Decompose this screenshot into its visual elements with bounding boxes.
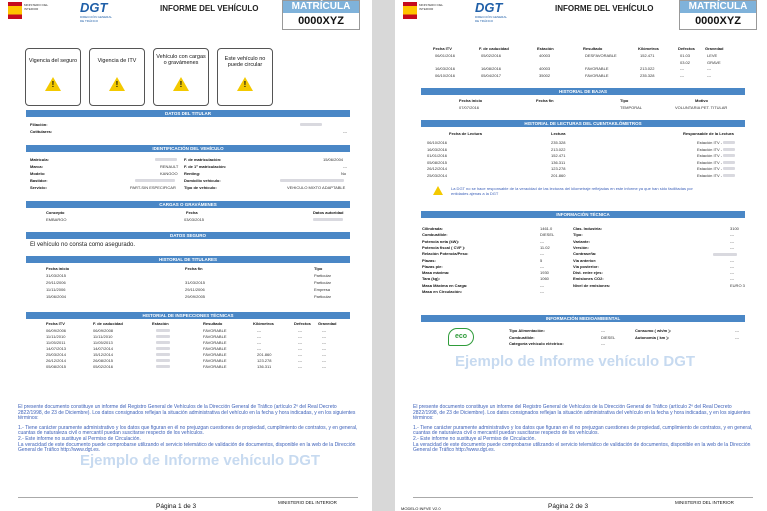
document-title: INFORME DEL VEHÍCULO — [555, 4, 654, 13]
table-cell: Particular — [314, 294, 331, 299]
dgt-logo — [475, 1, 509, 21]
redacted-value — [723, 161, 735, 164]
table-cell: Estación ITV - — [697, 146, 723, 152]
table-cell: --- — [322, 346, 326, 351]
redacted-value — [713, 253, 737, 256]
legal-paragraph: La veracidad de este documento puede comprobarse utilizando el servicio telemático de validación de documentos, disponible en la web de la Dirección General de Tráfico http://www.dgt.es. — [18, 441, 356, 454]
table-cell: --- — [540, 263, 544, 269]
table-cell: --- — [257, 340, 261, 345]
table-cell: 29/11/2006 — [46, 280, 66, 285]
alert-cargas: Vehículo con cargas o gravámenes ! — [153, 48, 209, 106]
table-header: Fecha ITV — [46, 321, 65, 326]
table-cell: 15/06/2004 — [46, 294, 67, 299]
table-cell: Relación Potencia/Peso: — [422, 251, 469, 257]
table-cell: Estación ITV - — [697, 159, 723, 165]
servicio-value: PART-SIN ESPECIFICAR — [130, 185, 176, 190]
table-cell: 11/11/2010 — [93, 334, 113, 339]
dgt-logo-subtext: DIRECCIÓN GENERAL DE TRÁFICO — [80, 15, 112, 23]
redacted-value — [723, 154, 735, 157]
table-cell: Categoría vehículo eléctrico: — [509, 341, 564, 346]
table-cell: 136.311 — [551, 159, 566, 165]
table-cell: --- — [298, 352, 302, 357]
table-cell: 05/08/2015 — [46, 364, 67, 369]
table-cell: EURO 3 — [730, 282, 745, 288]
redacted-value — [156, 329, 170, 332]
table-cell: --- — [730, 257, 734, 263]
table-cell: --- — [257, 334, 261, 339]
table-header: Motivo — [695, 98, 708, 103]
table-cell: 213.022 — [640, 66, 655, 71]
table-cell: 1060 — [540, 276, 549, 282]
table-cell: Tipo: — [573, 232, 583, 238]
table-cell: FAVORABLE — [203, 328, 227, 333]
table-cell: Consumo ( wh/m ): — [635, 328, 671, 333]
table-cell: Masa en Circulación: — [422, 289, 463, 294]
report-page-2 — [395, 0, 767, 511]
filiacion-label: Filiación: — [30, 122, 48, 127]
table-header: Lectura — [551, 131, 566, 136]
table-cell: 11/11/2006 — [46, 287, 66, 292]
page-number: Página 2 de 3 — [548, 503, 589, 510]
table-header: Defectos — [294, 321, 311, 326]
tipo-vehiculo-value: VEHICULO MIXTO ADAPTABLE — [287, 185, 346, 190]
table-header: Gravedad — [705, 46, 724, 51]
eco-label-icon: eco — [448, 328, 474, 346]
section-info-tecnica: INFORMACIÓN TÉCNICA — [421, 211, 745, 218]
plate-label: MATRÍCULA — [680, 1, 756, 13]
table-cell: 26/08/2015 — [93, 358, 114, 363]
table-cell: --- — [540, 289, 544, 294]
redacted-value — [156, 347, 170, 350]
renting-label: Renting: — [184, 171, 201, 176]
table-cell: Nivel de emisiones: — [573, 282, 611, 288]
table-cell: 31/03/2015 — [185, 280, 206, 285]
plate-box — [679, 0, 757, 30]
report-page-1 — [0, 0, 372, 511]
table-header: Resultado — [583, 46, 603, 51]
table-header: Responsable de la Lectura — [683, 131, 734, 136]
table-header: Estación — [537, 46, 554, 51]
table-cell: FAVORABLE — [585, 72, 609, 78]
table-cell: TEMPORAL — [620, 105, 643, 110]
table-cell: 01.03 — [680, 53, 691, 58]
ministerio-logo — [403, 2, 443, 19]
table-cell: 201.860 — [551, 172, 566, 178]
legal-paragraph: 1.- Tiene carácter puramente administrativo y los datos que figuran en él no prejuzgan cuestiones de propiedad, cumplimiento de contratos, y en general, cuantas de naturaleza civil o mercantil puedan suscitarse respecto de los vehículos. — [18, 424, 358, 437]
table-cell: Estación ITV - — [697, 153, 723, 158]
table-cell: --- — [680, 72, 684, 78]
table-cell: FAVORABLE — [203, 334, 227, 339]
table-cell: 11/05/2011 — [46, 340, 66, 345]
table-cell: --- — [601, 328, 605, 333]
table-cell: --- — [540, 282, 544, 288]
redacted-value — [723, 148, 735, 151]
table-header: Kilómetros — [253, 321, 274, 326]
table-header: Tipo — [620, 98, 629, 103]
table-cell: 06/09/2006 — [46, 328, 67, 333]
legal-paragraph: 2.- Este informe no sustituye al Permiso de Circulación. — [18, 435, 141, 442]
table-header: Fecha de Lectura — [449, 131, 482, 136]
table-cell: 29/11/2006 — [185, 287, 205, 292]
table-header: Estación — [152, 321, 169, 326]
legal-paragraph: El presente documento constituye un informe del Registro General de Vehículos de la Dirección General de Tráfico (artículo 2º del Real Decreto 2822/1998, de 23 de Diciembre). Los datos consignados reflejan la situación administrativa del vehículo en la fecha y hora indicadas, y en los siguientes términos: — [18, 404, 356, 422]
table-cell: Vía posterior: — [573, 263, 599, 269]
table-cell: 05/04/2017 — [481, 72, 502, 78]
redacted-value — [723, 167, 735, 170]
section-info-ambiental: INFORMACIÓN MEDIOAMBIENTAL — [421, 315, 745, 322]
table-cell: --- — [298, 358, 302, 363]
seguro-status-text: El vehículo no consta como asegurado. — [30, 242, 136, 248]
table-cell: 1930 — [540, 270, 549, 276]
legal-paragraph: El presente documento constituye un informe del Registro General de Vehículos de la Dirección General de Tráfico (artículo 2º del Real Decreto 2822/1998, de 23 de Diciembre). Los datos consignados reflejan la situación administrativa del vehículo en la fecha y hora indicadas, y en los siguientes términos: — [413, 404, 751, 422]
matricula-label: Matrícula: — [30, 157, 49, 162]
table-cell: 16/03/2016 — [435, 66, 456, 71]
table-cell: FAVORABLE — [203, 346, 227, 351]
table-cell: --- — [730, 270, 734, 276]
table-cell: --- — [298, 340, 302, 345]
redacted-value — [723, 141, 735, 144]
table-cell: 07/07/2016 — [459, 105, 480, 110]
table-cell: 26/12/2014 — [427, 166, 448, 171]
table-cell: 123.278 — [257, 358, 272, 363]
warning-icon — [433, 186, 443, 195]
table-cell: --- — [730, 238, 734, 244]
plate-value: 0000XYZ — [298, 15, 344, 27]
section-seguro: DATOS SEGURO — [26, 232, 350, 239]
table-cell: Plazas: — [422, 257, 436, 263]
domicilio-label: Domicilio vehículo: — [184, 178, 221, 183]
table-cell: Tipo Alimentación: — [509, 328, 545, 333]
redacted-value — [300, 123, 322, 126]
table-header: Fecha fin — [185, 266, 203, 271]
table-cell: DIESEL — [601, 334, 616, 340]
plate-label: MATRÍCULA — [283, 1, 359, 13]
table-cell: Potencia neta (kW): — [422, 238, 460, 244]
table-cell: Tara (kg): — [422, 276, 440, 282]
redacted-value — [723, 174, 735, 177]
table-cell: --- — [680, 66, 684, 71]
section-cargas: CARGAS O GRAVÁMENES — [26, 201, 350, 208]
table-cell: 11.02 — [540, 244, 550, 250]
table-cell: --- — [257, 328, 261, 333]
table-header: F. de caducidad — [93, 321, 123, 326]
table-cell: --- — [322, 364, 326, 369]
redacted-value — [313, 218, 343, 221]
table-cell: Estación ITV - — [697, 166, 723, 171]
table-cell: --- — [298, 346, 302, 351]
section-historial-km: HISTORIAL DE LECTURAS DEL CUENTAKILÓMETROS — [421, 120, 745, 127]
legal-text — [18, 405, 358, 454]
servicio-label: Servicio: — [30, 185, 47, 190]
renting-value: No — [341, 171, 347, 176]
alert-circular: Este vehículo no puede circular ! — [217, 48, 273, 106]
cotitulares-label: Cotitulares: — [30, 129, 53, 134]
alert-label: Vigencia del seguro — [28, 58, 78, 64]
plate-value: 0000XYZ — [695, 15, 741, 27]
redacted-value — [135, 179, 175, 182]
table-cell: Vía anterior: — [573, 257, 597, 263]
table-cell: Versión: — [573, 244, 589, 250]
modelo-label: Modelo: — [30, 171, 46, 176]
table-cell: 06/09/2008 — [93, 328, 114, 333]
table-cell: Particular — [314, 280, 331, 285]
table-cell: Variante: — [573, 238, 590, 244]
table-cell: Masa máxima: — [422, 270, 450, 276]
table-cell: Cilindrada: — [422, 226, 443, 231]
table-cell: 235.328 — [640, 72, 655, 78]
table-cell: 11/05/2013 — [93, 340, 113, 345]
table-cell: 40003 — [539, 66, 551, 71]
marca-label: Marca: — [30, 164, 43, 169]
watermark: Ejemplo de Informe vehículo DGT — [455, 353, 696, 370]
table-cell: --- — [298, 364, 302, 369]
table-cell: Estación ITV - — [697, 140, 723, 145]
table-cell: EMBARGO — [46, 217, 67, 222]
table-cell: 25/03/2014 — [46, 352, 67, 357]
table-cell: 31/03/2015 — [46, 273, 67, 278]
alert-label: Vigencia de ITV — [97, 58, 137, 64]
dgt-logo-text: DGT — [475, 0, 503, 15]
table-cell: --- — [730, 276, 734, 282]
table-cell: FAVORABLE — [203, 340, 227, 345]
table-cell: 1461.0 — [540, 226, 553, 231]
table-cell: 03/03/2015 — [184, 217, 205, 222]
table-cell: --- — [735, 334, 739, 340]
table-cell: --- — [257, 346, 261, 351]
table-cell: Emisiones CO2: — [573, 276, 604, 282]
table-cell: Combustible: — [509, 334, 535, 340]
section-identificacion: IDENTIFICACIÓN DEL VEHÍCULO — [26, 145, 350, 152]
table-cell: --- — [730, 263, 734, 269]
table-cell: Contraseña: — [573, 251, 597, 257]
table-cell: 16/03/2016 — [427, 146, 448, 152]
table-cell: --- — [540, 238, 544, 244]
table-cell: 213.022 — [551, 146, 566, 152]
marca-value: RENAULT — [160, 164, 179, 169]
table-cell: --- — [707, 72, 711, 78]
redacted-value — [156, 359, 170, 362]
f-1-matriculacion-value: --- — [343, 164, 347, 169]
table-cell: Autonomía ( km ): — [635, 334, 669, 340]
table-cell: 11/11/2010 — [46, 334, 66, 339]
table-cell: FAVORABLE — [203, 352, 227, 357]
section-historial-bajas: HISTORIAL DE BAJAS — [421, 88, 745, 95]
table-cell: Masa Máxima en Carga: — [422, 282, 468, 288]
table-cell: --- — [322, 358, 326, 363]
f-1-matriculacion-label: F. de 1ª matriculación: — [184, 164, 227, 169]
legal-text — [413, 405, 753, 454]
footer-ministerio: MINISTERIO DEL INTERIOR — [675, 500, 734, 505]
table-cell: Clas. Industria: — [573, 226, 602, 231]
ministerio-logo-text: MINISTERIO DEL INTERIOR — [419, 3, 444, 11]
bastidor-label: Bastidor: — [30, 178, 48, 183]
table-cell: 26/12/2014 — [46, 358, 67, 363]
table-cell: --- — [730, 244, 734, 250]
table-cell: --- — [322, 340, 326, 345]
alert-label: Este vehículo no puede circular — [224, 56, 266, 68]
table-cell: FAVORABLE — [585, 66, 609, 71]
table-cell: --- — [298, 334, 302, 339]
table-header: Fecha — [186, 210, 198, 215]
table-cell: 16/08/2016 — [481, 66, 502, 71]
document-title: INFORME DEL VEHÍCULO — [160, 4, 259, 13]
redacted-value — [156, 341, 170, 344]
dgt-logo — [80, 1, 114, 21]
legal-paragraph: La veracidad de este documento puede comprobarse utilizando el servicio telemático de validación de documentos, disponible en la web de la Dirección General de Tráfico http://www.dgt.es. — [413, 441, 751, 454]
table-cell: FAVORABLE — [203, 358, 227, 363]
alert-itv: Vigencia de ITV ! — [89, 48, 145, 106]
km-disclaimer: La DGT no se hace responsable de la veracidad de las lecturas del kilometraje reflejadas en este informe ya que han sido facilitadas por entidades ajenas a la DGT — [451, 186, 693, 196]
table-cell: Empresa — [314, 287, 331, 292]
table-header: F. de caducidad — [479, 46, 509, 51]
table-cell: 01/01/2016 — [427, 153, 448, 158]
redacted-value — [156, 353, 170, 356]
table-header: Kilómetros — [638, 46, 659, 51]
ministerio-logo-text: MINISTERIO DEL INTERIOR — [24, 3, 49, 11]
table-cell: Estación ITV - — [697, 172, 723, 178]
table-header: Gravedad — [318, 321, 337, 326]
table-cell: FAVORABLE — [203, 364, 227, 369]
watermark: Ejemplo de Informe vehículo DGT — [80, 452, 321, 469]
spain-flag-icon — [8, 2, 22, 19]
table-header: Tipo — [314, 266, 323, 271]
table-cell: 15/12/2014 — [93, 352, 114, 357]
table-cell: Combustible: — [422, 232, 448, 238]
f-matriculacion-value: 15/06/2004 — [323, 157, 344, 162]
spain-flag-icon — [403, 2, 417, 19]
redacted-value — [156, 365, 170, 368]
table-cell: GRAVE — [707, 59, 721, 65]
table-cell: LEVE — [707, 53, 718, 58]
table-cell: 35002 — [539, 72, 551, 78]
table-cell: Potencia fiscal ( CVF ): — [422, 244, 466, 250]
page-number: Página 1 de 3 — [156, 503, 197, 510]
table-cell: 136.311 — [257, 364, 272, 369]
table-cell: --- — [601, 341, 605, 346]
section-titular: DATOS DEL TITULAR — [26, 110, 350, 117]
dgt-logo-text: DGT — [80, 0, 108, 15]
table-cell: DESFAVORABLE — [585, 53, 617, 58]
table-header: Concepto — [46, 210, 65, 215]
section-historial-titulares: HISTORIAL DE TITULARES — [26, 256, 350, 263]
table-header: Fecha ITV — [433, 46, 452, 51]
table-cell: --- — [322, 352, 326, 357]
table-header: Fecha fin — [536, 98, 554, 103]
dgt-logo-subtext: DIRECCIÓN GENERAL DE TRÁFICO — [475, 15, 507, 23]
legal-paragraph: 1.- Tiene carácter puramente administrativo y los datos que figuran en él no prejuzgan cuestiones de propiedad, cumplimiento de contratos, y en general, cuantas de naturaleza civil o mercantil puedan suscitarse respecto de los vehículos. — [413, 424, 753, 437]
table-cell: 05/02/2016 — [481, 53, 502, 58]
table-cell: 40003 — [539, 53, 551, 58]
f-matriculacion-label: F. de matriculación: — [184, 157, 222, 162]
table-cell: 06/01/2016 — [435, 53, 456, 58]
table-cell: --- — [322, 328, 326, 333]
footer-model: MODELO INFVE V2.0 — [401, 506, 441, 511]
table-cell: 05/08/2015 — [427, 159, 448, 165]
table-cell: 14/07/2014 — [93, 346, 114, 351]
table-cell: 235.328 — [551, 140, 566, 145]
cotitulares-value: --- — [343, 129, 347, 134]
table-header: Fecha inicio — [46, 266, 70, 271]
table-cell: 03.02 — [680, 59, 691, 65]
redacted-value — [280, 179, 344, 182]
table-cell: 5 — [540, 257, 543, 263]
redacted-value — [156, 335, 170, 338]
table-cell: 152.471 — [551, 153, 566, 158]
table-cell: 05/02/2016 — [93, 364, 114, 369]
tipo-vehiculo-label: Tipo de vehículo: — [184, 185, 217, 190]
table-cell: Dist. entre ejes: — [573, 270, 603, 276]
table-cell: --- — [540, 251, 544, 257]
table-cell: Particular — [314, 273, 331, 278]
table-cell: DIESEL — [540, 232, 555, 238]
modelo-value: KANGOO — [160, 171, 178, 176]
table-cell: 3100 — [730, 226, 739, 231]
table-cell: --- — [730, 232, 734, 238]
section-historial-itv: HISTORIAL DE INSPECCIONES TÉCNICAS — [26, 312, 350, 319]
table-cell: VOLUNTARIA PET. TITULAR — [675, 105, 728, 110]
table-cell: --- — [707, 66, 711, 71]
table-cell: Plazas pie: — [422, 263, 443, 269]
table-cell: 29/09/2005 — [185, 294, 206, 299]
table-header: Fecha inicio — [459, 98, 483, 103]
table-cell: 152.471 — [640, 53, 655, 58]
table-header: Defectos — [678, 46, 695, 51]
table-cell: --- — [322, 334, 326, 339]
table-cell: --- — [298, 328, 302, 333]
table-cell: --- — [735, 328, 739, 333]
legal-paragraph: 2.- Este informe no sustituye al Permiso de Circulación. — [413, 435, 536, 442]
ministerio-logo — [8, 2, 48, 19]
table-cell: 123.278 — [551, 166, 566, 171]
table-cell: 14/07/2013 — [46, 346, 67, 351]
redacted-value — [155, 158, 177, 161]
alert-seguro: Vigencia del seguro ! — [25, 48, 81, 106]
alert-label: Vehículo con cargas o gravámenes — [156, 54, 206, 66]
table-cell: 06/10/2016 — [435, 72, 456, 78]
footer-ministerio: MINISTERIO DEL INTERIOR — [278, 500, 337, 505]
table-cell: 201.860 — [257, 352, 272, 357]
table-header: Resultado — [203, 321, 223, 326]
table-cell: 25/03/2014 — [427, 172, 448, 178]
table-cell: 06/10/2016 — [427, 140, 448, 145]
plate-box — [282, 0, 360, 30]
table-header: Datos autoridad — [313, 210, 344, 215]
